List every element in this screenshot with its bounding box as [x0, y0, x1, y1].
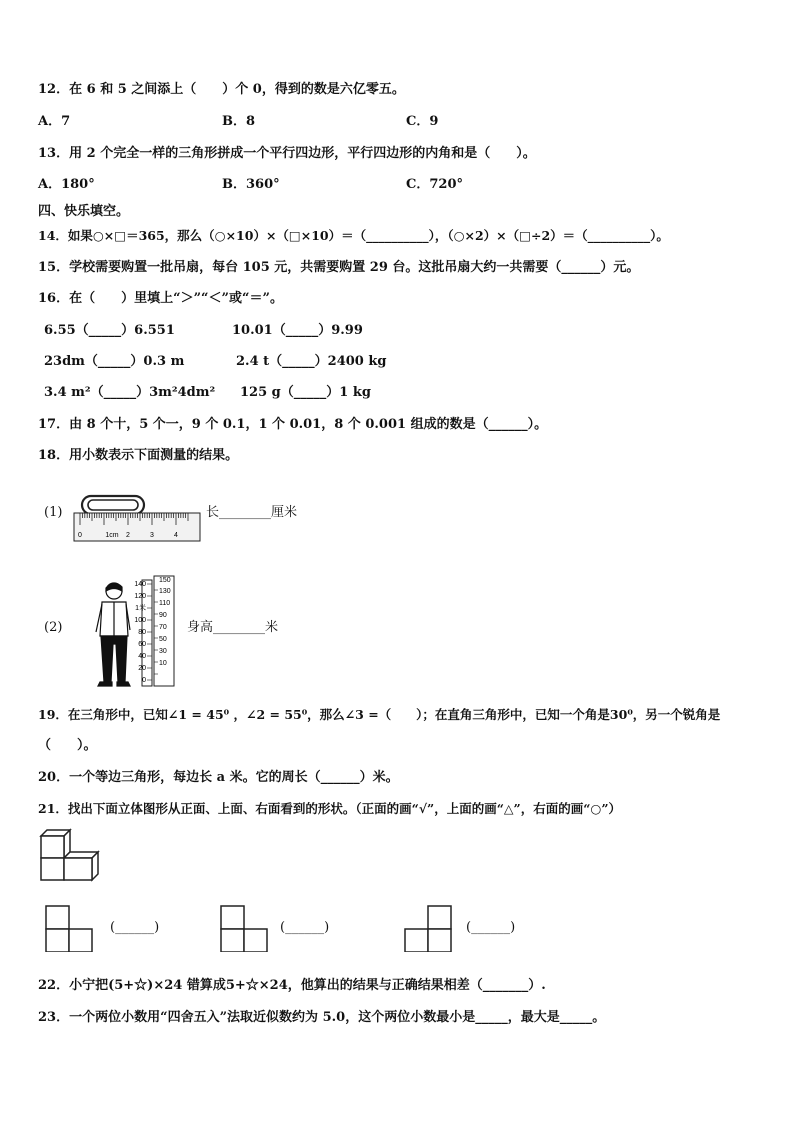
q13-option-a: A．180° — [38, 177, 95, 192]
section-title: 四、快乐填空。 — [38, 204, 130, 219]
paperclip-inner — [88, 500, 138, 510]
scale-left-tick-6: 40 — [138, 653, 146, 660]
ruler-label-1: 1cm — [105, 532, 119, 539]
paperclip-outer — [82, 496, 144, 514]
scale-right-tick-6: 30 — [159, 648, 167, 655]
q21-blank-2: (______) — [280, 920, 330, 935]
q21-stem: 21．找出下面立体图形从正面、上面、右面看到的形状。（正面的画“√”，上面的画“△”，右面的画“○”） — [38, 801, 622, 816]
ruler-label-3: 3 — [150, 532, 154, 539]
q13-option-b: B．360° — [222, 177, 280, 192]
q18-stem: 18．用小数表示下面测量的结果。 — [38, 448, 239, 463]
q16-pair-1-left: 6.55（_____）6.551 — [44, 323, 175, 338]
scale-left-tick-3: 100 — [134, 617, 146, 624]
q12-option-a: A．7 — [38, 114, 71, 129]
scale-right-tick-4: 70 — [159, 624, 167, 631]
q16-pair-1-right: 10.01（_____）9.99 — [232, 323, 363, 338]
q15-stem: 15．学校需要购置一批吊扇，每台 105 元，共需要购置 29 台。这批吊扇大约一共需要（______）元。 — [38, 260, 640, 275]
scale-right-tick-1: 130 — [159, 588, 171, 595]
q21-blank-1: (______) — [110, 920, 160, 935]
q14-stem: 14．如果○×□＝365，那么（○×10）×（□×10）＝（__________），（○×2）×（□÷2）＝（__________）。 — [38, 228, 669, 243]
ruler-label-2: 2 — [126, 532, 130, 539]
scale-left-tick-1: 120 — [134, 593, 146, 600]
ruler-label-0: 0 — [78, 532, 82, 539]
q18-part1-answer: 长________厘米 — [206, 505, 298, 520]
q16-pair-3-left: 3.4 m²（_____）3m²4dm² — [44, 385, 216, 400]
q19-line2: （ ）。 — [38, 738, 97, 753]
q12-stem: 12．在 6 和 5 之间添上（ ）个 0，得到的数是六亿零五。 — [38, 82, 405, 97]
scale-left-tick-5: 60 — [138, 641, 146, 648]
q21-solid-figure — [36, 826, 104, 884]
q20-stem: 20．一个等边三角形，每边长 a 米。它的周长（______）米。 — [38, 770, 399, 785]
q21-view-option-3 — [403, 902, 453, 952]
q12-option-c: C．9 — [406, 114, 439, 129]
scale-left-tick-4: 80 — [138, 629, 146, 636]
q19-line1: 19．在三角形中，已知∠1 = 45⁰ ，∠2 = 55⁰，那么∠3 =（ ）；在直角三角形中，已知一个角是30⁰，另一个锐角是 — [38, 707, 721, 722]
q16-pair-2-right: 2.4 t（_____）2400 kg — [236, 354, 387, 369]
q21-blank-3: (______) — [466, 920, 516, 935]
q13-stem: 13．用 2 个完全一样的三角形拼成一个平行四边形，平行四边形的内角和是（ ）。 — [38, 146, 536, 161]
scale-right-tick-7: 10 — [159, 660, 167, 667]
q23-stem: 23．一个两位小数用“四舍五入”法取近似数约为 5.0，这个两位小数最小是_____，最大是_____。 — [38, 1010, 606, 1025]
scale-right-tick-2: 110 — [159, 600, 171, 607]
scale-left-tick-8: 0 — [142, 677, 146, 684]
q12-option-b: B．8 — [222, 114, 256, 129]
height-figure — [84, 574, 182, 690]
q21-view-option-1 — [44, 902, 94, 952]
scale-left-tick-2: 1米 — [135, 605, 146, 612]
q13-option-c: C．720° — [406, 177, 463, 192]
q21-view-option-2 — [219, 902, 269, 952]
q18-part2-answer: 身高________米 — [187, 620, 279, 635]
ruler-figure — [72, 490, 202, 546]
q16-pair-2-left: 23dm（_____）0.3 m — [44, 354, 185, 369]
scale-right-tick-0: 150 — [159, 577, 171, 584]
q18-part2-label: (2) — [44, 620, 63, 635]
boy-figure — [96, 583, 130, 686]
scale-left-tick-7: 20 — [138, 665, 146, 672]
q16-pair-3-right: 125 g（_____）1 kg — [240, 385, 371, 400]
ruler-label-4: 4 — [174, 532, 178, 539]
scale-right-tick-5: 50 — [159, 636, 167, 643]
scale-right-tick-3: 90 — [159, 612, 167, 619]
q22-stem: 22．小宁把(5+☆)×24 错算成5+☆×24，他算出的结果与正确结果相差（_______）. — [38, 978, 546, 993]
q16-stem: 16．在（ ）里填上“＞”“＜”或“＝”。 — [38, 291, 283, 306]
q17-stem: 17．由 8 个十，5 个一，9 个 0.1，1 个 0.01，8 个 0.001 组成的数是（______）。 — [38, 417, 548, 432]
q18-part1-label: (1) — [44, 505, 63, 520]
scale-left-tick-0: 140 — [134, 581, 146, 588]
